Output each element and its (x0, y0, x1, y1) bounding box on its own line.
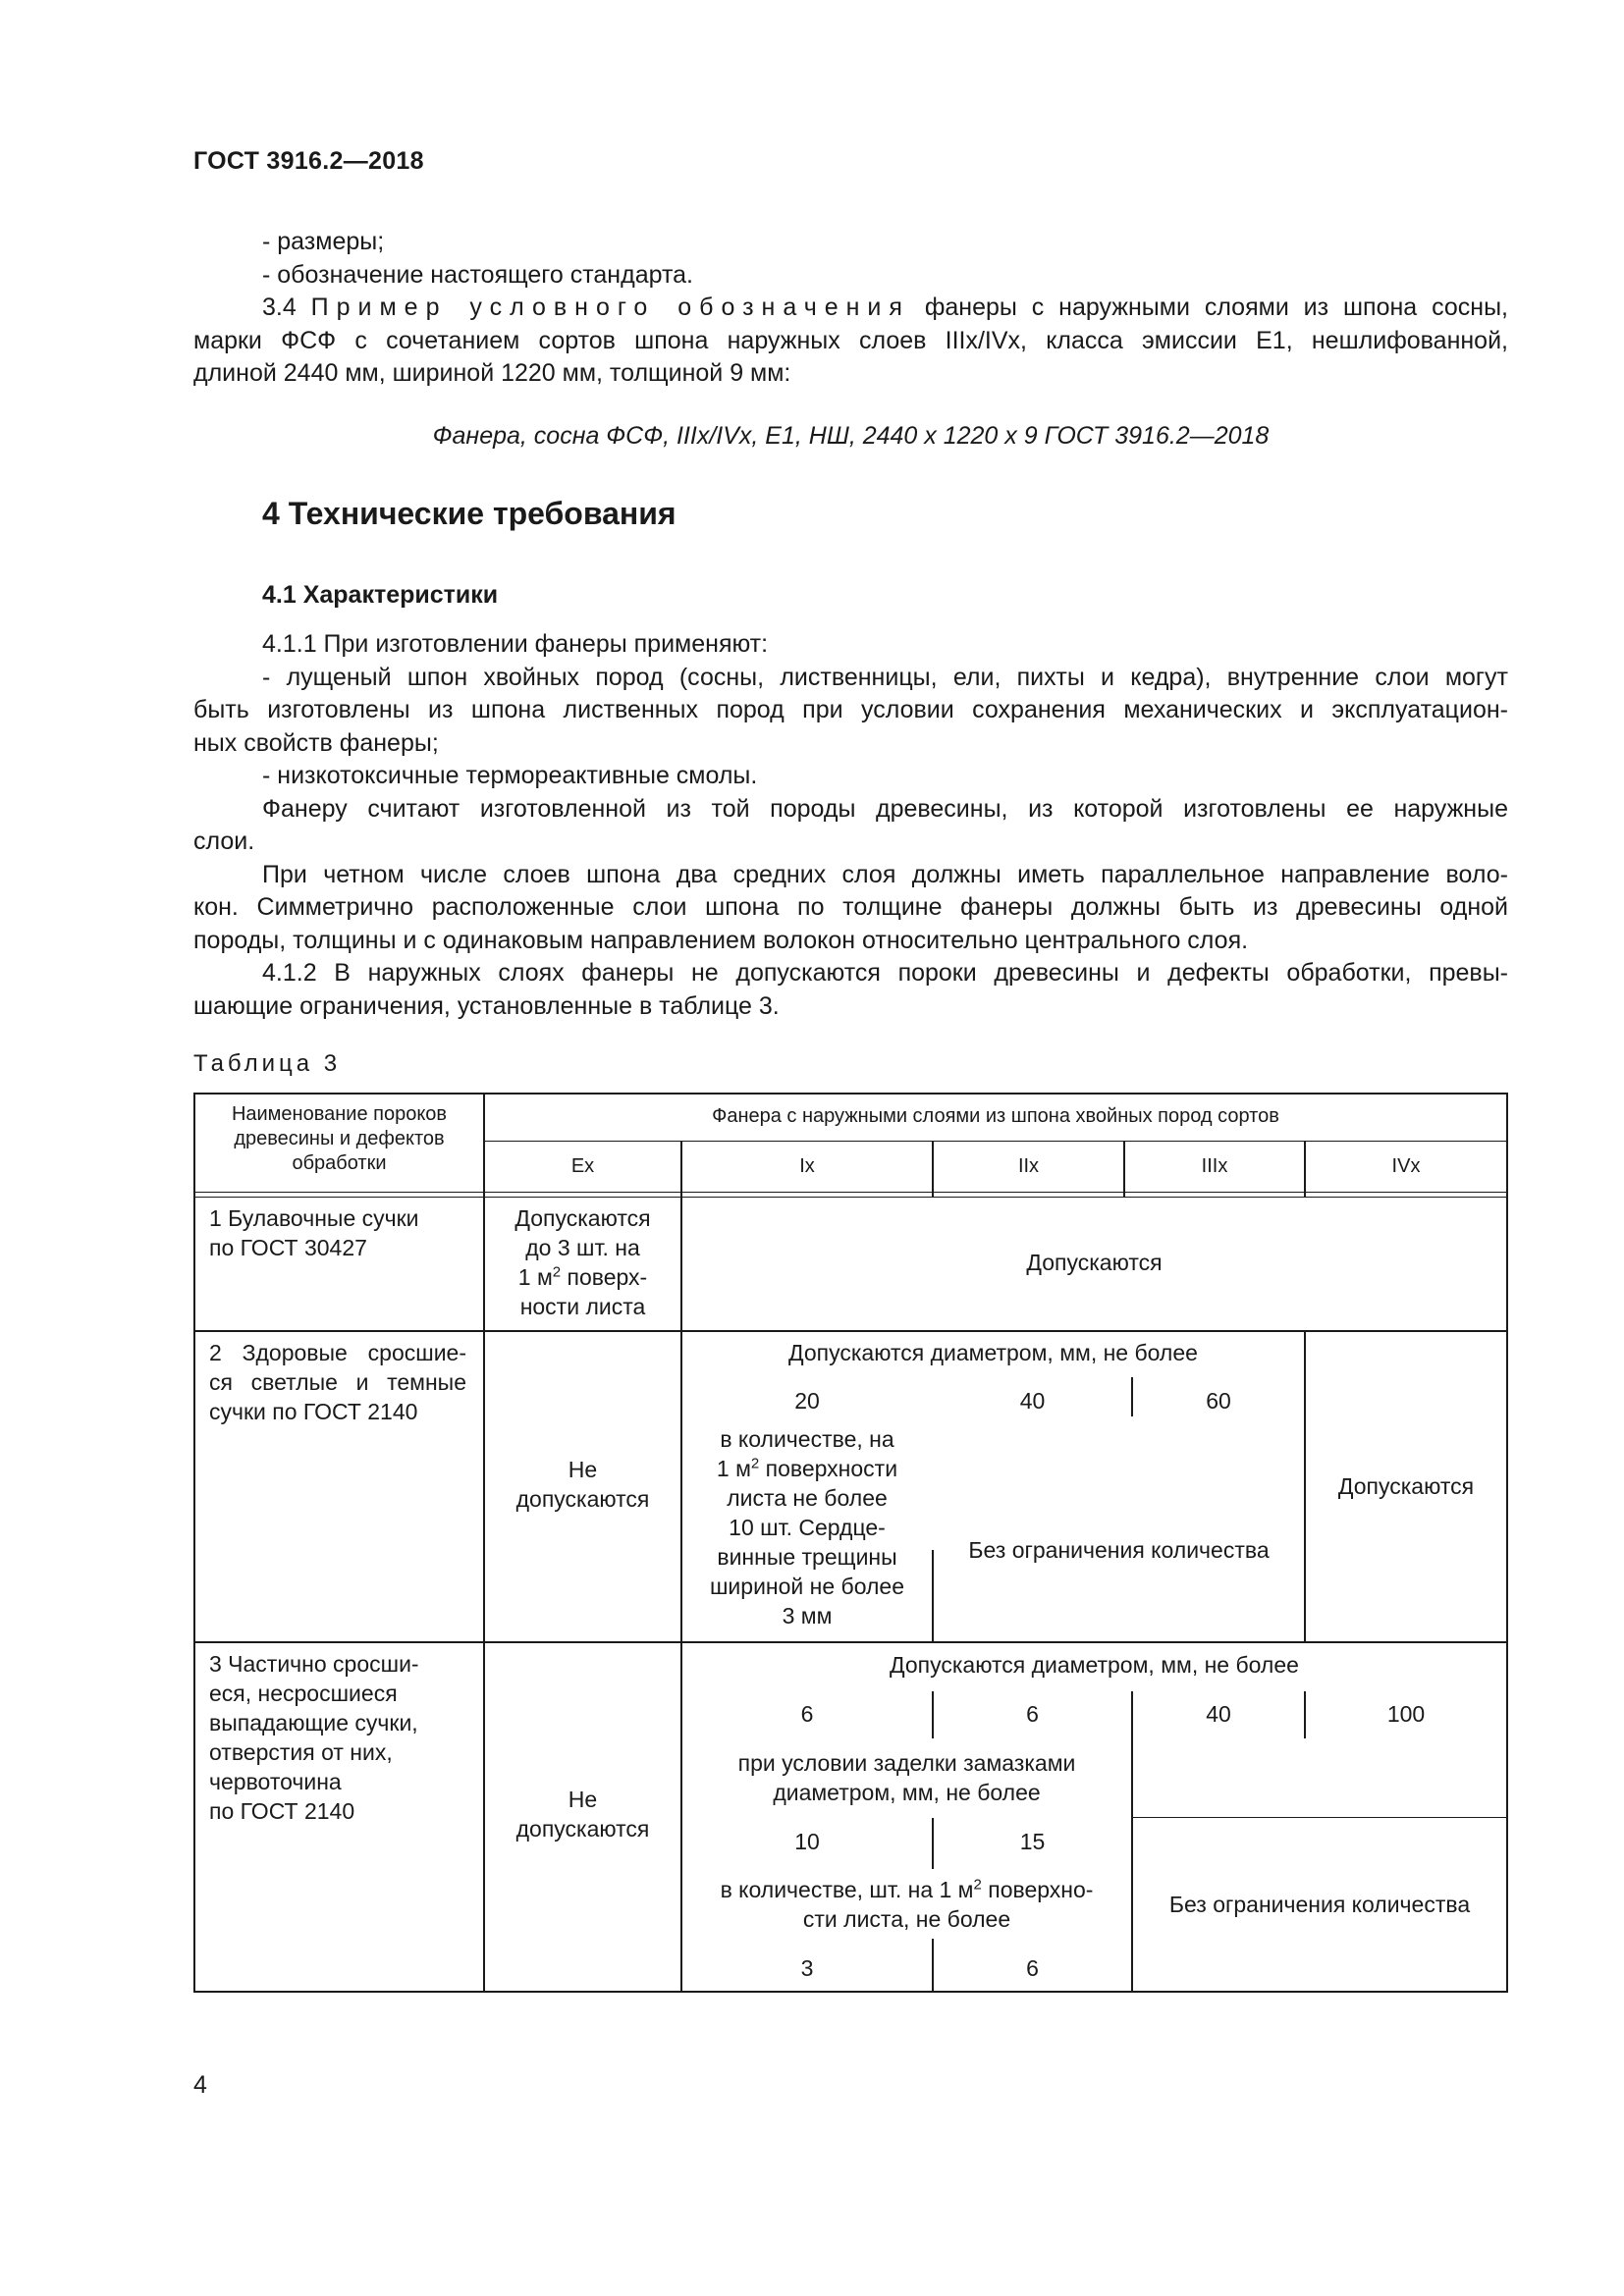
table-row-3-filler-iix: 15 (1019, 1829, 1046, 1854)
table-row-3-name: 3 Частично сросши- еся, несросшиеся выпадающие сучки, отверстия от них, червоточина по ГОСТ 2140 (209, 1651, 419, 1824)
table-border (193, 1093, 195, 1993)
paragraph-line: Фанеру считают изготовленной из той породы древесины, из которой изготовлены ее наружные (262, 794, 1508, 823)
table-row-2-ix-note: в количестве, на 1 $м^2$ поверхности листа не более 10 шт. Сердце- винные трещины шириной не более 3 мм (709, 1426, 904, 1629)
table-row-2-no-limit: Без ограничения количества (968, 1537, 1270, 1563)
paragraph-line: ных свойств фанеры; (193, 728, 439, 757)
table-row-2-ivx: Допускаются (1337, 1473, 1475, 1499)
paragraph-line: - лущеный шпон хвойных пород (сосны, лиственницы, ели, пихты и кедра), внутренние слои могут (262, 663, 1508, 691)
paragraph-line: При четном числе слоев шпона два средних слоя должны иметь параллельное направление воло- (262, 860, 1508, 888)
table-rule (193, 1192, 1508, 1193)
table-row-2-ex: Не допускаются (515, 1457, 650, 1512)
subsection-title: 4.1 Характеристики (262, 581, 499, 609)
intro-list (193, 226, 1508, 292)
table-row-3-diameter-iix: 6 (1026, 1701, 1039, 1727)
table-border (193, 1991, 1508, 1993)
table-head-grade: IIIx (1201, 1155, 1228, 1177)
table-row-3-diameter-ivx: 100 (1386, 1701, 1426, 1727)
table-border (193, 1093, 1508, 1095)
table-row-3-quantity-note: в количестве, шт. на 1 $м^2$ поверхно- сти листа, не более (720, 1876, 1094, 1932)
table-3 (193, 1093, 1508, 1993)
table-row-3-filler-ix: 10 (794, 1829, 820, 1854)
table-rule (1131, 1691, 1133, 1993)
example-lead: Пример условного обозначения (310, 294, 910, 321)
table-row-3-no-limit: Без ограничения количества (1168, 1892, 1471, 1917)
table-row-3-diameter-header: Допускаются диаметром, мм, не более (890, 1652, 1299, 1678)
paragraph-3-4 (193, 292, 1508, 391)
table-caption: Таблица 3 (193, 1050, 342, 1077)
paragraph-line: 4.1.1 При изготовлении фанеры применяют: (262, 630, 769, 658)
section-4-text (193, 628, 1508, 1023)
table-row-3-quantity-iix: 6 (1026, 1955, 1039, 1981)
paragraph-line: породы, толщины и с одинаковым направлением волокон относительно центрального слоя. (193, 926, 1249, 954)
table-row-2-diameter-iiix: 60 (1206, 1388, 1231, 1414)
paragraph-line: - низкотоксичные термореактивные смолы. (262, 762, 758, 789)
paragraph-line: марки ФСФ с сочетанием сортов шпона наружных слоев IIIx/IVx, класса эмиссии Е1, нешлифованной, (193, 326, 1508, 354)
table-row-1-ex: Допускаются до 3 шт. на 1 $м^2$ поверх- ности листа (514, 1205, 651, 1319)
section-title: 4 Технические требования (262, 496, 677, 531)
list-item: - обозначение настоящего стандарта. (262, 260, 693, 289)
table-row-2-diameter-header: Допускаются диаметром, мм, не более (788, 1340, 1198, 1365)
example-designation: Фанера, сосна ФСФ, IIIx/IVx, Е1, НШ, 2440 х 1220 х 9 ГОСТ 3916.2—2018 (432, 422, 1270, 450)
paragraph-line: 4.1.2 В наружных слоях фанеры не допускаются пороки древесины и дефекты обработки, превы- (262, 959, 1508, 987)
paragraph-line: длиной 2440 мм, шириной 1220 мм, толщиной 9 мм: (193, 359, 791, 387)
table-row-2-diameter-ix: 20 (794, 1388, 820, 1414)
paragraph-line: шающие ограничения, установленные в таблице 3. (193, 991, 780, 1020)
table-rule (193, 1330, 1508, 1332)
table-head-grade: IIx (1017, 1155, 1040, 1177)
paragraph-line: слои. (193, 828, 255, 855)
table-row-3-ex: Не допускаются (515, 1787, 650, 1842)
page-number: 4 (193, 2071, 207, 2099)
table-rule (193, 1197, 1508, 1198)
table-rule (193, 1641, 1508, 1643)
paragraph-line: кон. Симметрично расположенные слои шпона по толщине фанеры должны быть из древесины одной (193, 893, 1508, 921)
table-row-1-others: Допускаются (1026, 1250, 1163, 1275)
list-item: - размеры; (262, 228, 385, 255)
paragraph-line: быть изготовлены из шпона лиственных пород при условии сохранения механических и эксплуатацион- (193, 696, 1508, 723)
table-head-grade: IVx (1391, 1155, 1421, 1177)
table-rule (483, 1141, 1508, 1142)
table-head-grade-group: Фанера с наружными слоями из шпона хвойных пород сортов (712, 1105, 1279, 1127)
document-header: ГОСТ 3916.2—2018 (193, 147, 424, 175)
table-row-3-filler-note: при условии заделки замазками диаметром, мм, не более (737, 1750, 1076, 1805)
table-row-3-diameter-ix: 6 (800, 1701, 814, 1727)
table-head-defect-name: Наименование пороков древесины и дефектов обработки (231, 1103, 448, 1174)
table-row-2-name: 2 Здоровые сросшие- ся светлые и темные сучки по ГОСТ 2140 (209, 1340, 466, 1424)
table-row-3-quantity-ix: 3 (800, 1955, 814, 1981)
paragraph-text: фанеры с наружными слоями из шпона сосны, (924, 294, 1508, 321)
table-rule (1131, 1817, 1508, 1818)
table-head-grade: Ex (570, 1155, 595, 1177)
table-row-1-name: 1 Булавочные сучки по ГОСТ 30427 (209, 1205, 419, 1260)
table-head-grade: Ix (799, 1155, 815, 1177)
table-row-2-diameter-iix: 40 (1019, 1388, 1046, 1414)
paragraph-number: 3.4 (262, 294, 297, 321)
table-row-3-diameter-iiix: 40 (1206, 1701, 1231, 1727)
table-border (1506, 1093, 1508, 1993)
